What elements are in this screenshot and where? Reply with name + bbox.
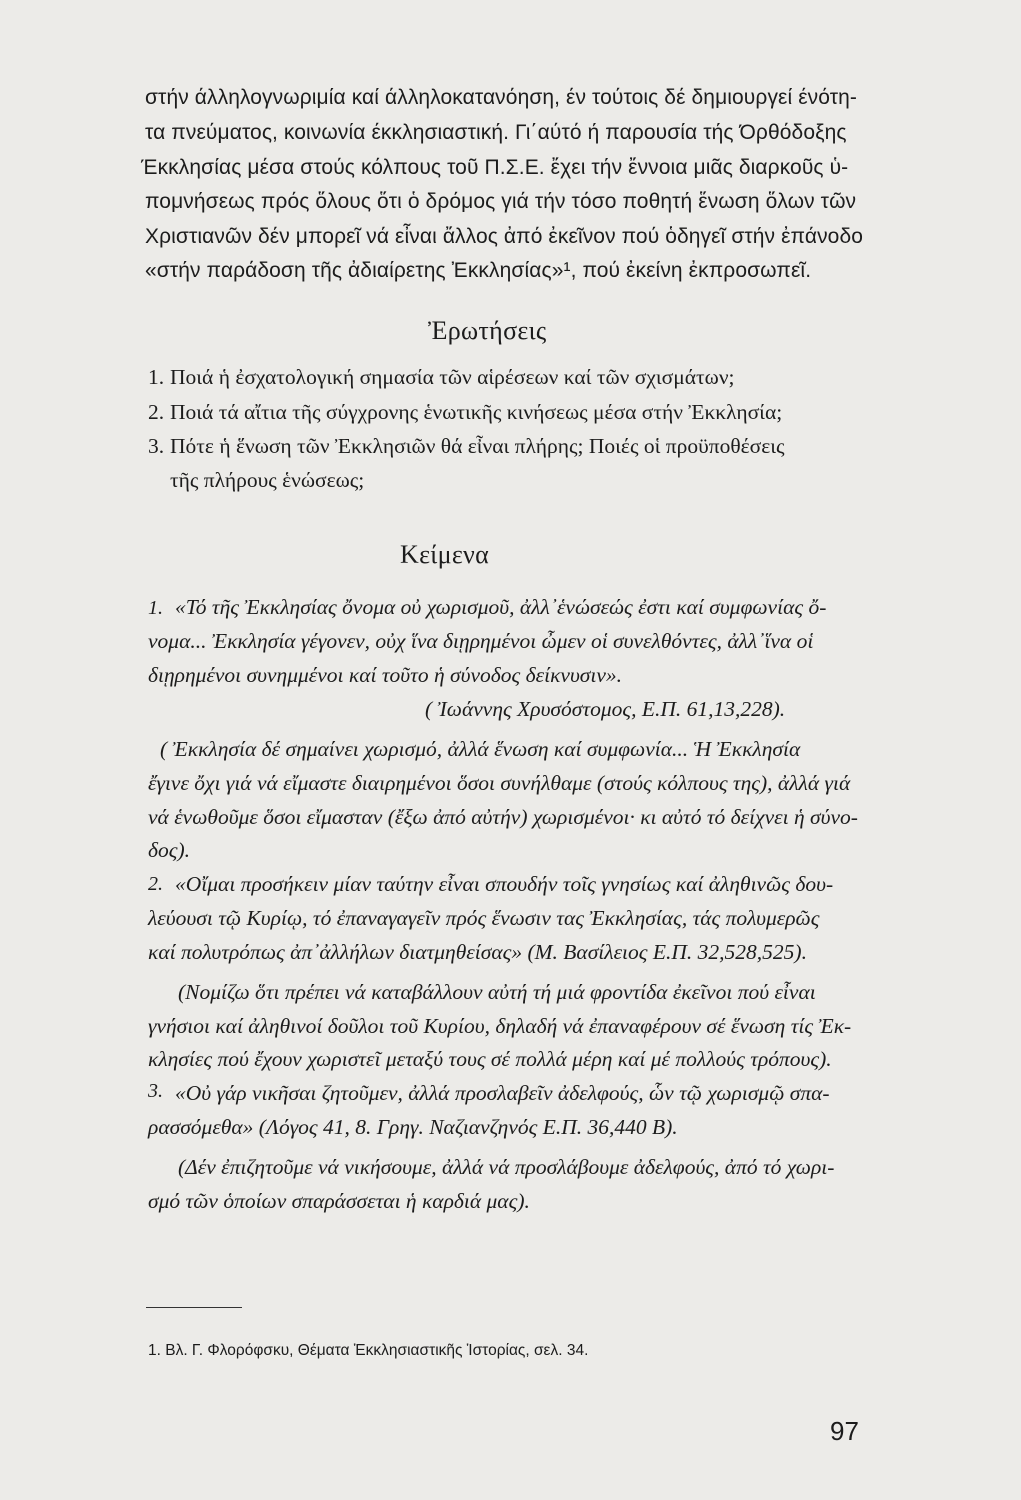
question-1-text: Ποιά ἡ ἐσχατολογική σημασία τῶν αἱρέσεων καί τῶν σχισμάτων; (170, 365, 735, 389)
question-3-number: 3. (148, 434, 165, 458)
footnote: 1. Βλ. Γ. Φλορόφσκυ, Θέματα Ἐκκλησιαστικῆς Ἱστορίας, σελ. 34. (148, 1342, 589, 1359)
footnote-rule (146, 1307, 242, 1308)
text-1-translation-line-2: ἔγινε ὄχι γιά νά εἴμαστε διαιρημένοι ὅσοι συνήλθαμε (στούς κόλπους της), ἀλλά γιά (148, 771, 851, 795)
text-1-number: 1. (148, 597, 163, 619)
text-3-translation-line-2: σμό τῶν ὁποίων σπαράσσεται ἡ καρδιά μας). (148, 1189, 530, 1213)
intro-line-1: στήν άλληλογνωριμία καί άλληλοκατανόηση, έν τούτοις δέ δημιουργεί ένότη- (145, 86, 858, 109)
text-3-line-2: ρασσόμεθα» (Λόγος 41, 8. Γρηγ. Ναζιανζηνός Ε.Π. 36,440 Β). (148, 1115, 678, 1139)
text-2-translation-line-3: κλησίες πού ἔχουν χωριστεῖ μεταξύ τους σέ πολλά μέρη καί μέ πολλούς τρόπους). (148, 1047, 832, 1071)
text-3-number: 3. (148, 1080, 163, 1102)
text-1-source: ( Ἰωάννης Χρυσόστομος, Ε.Π. 61,13,228). (425, 697, 786, 721)
texts-heading: Κείμενα (400, 540, 490, 569)
text-2-translation-line-2: γνήσιοι καί ἀληθινοί δοῦλοι τοῦ Κυρίου, δηλαδή νά ἐπαναφέρουν σέ ἕνωση τίς Ἐκ- (148, 1014, 852, 1038)
intro-line-3: Έκκλησίας μέσα στούς κόλπους τοῦ Π.Σ.Ε. ἔχει τήν ἔννοια μιᾶς διαρκοῦς ὑ- (141, 156, 849, 179)
intro-line-4: πομνήσεως πρός ὅλους ὅτι ὁ δρόμος γιά τήν τόσο ποθητή ἕνωση ὅλων τῶν (145, 190, 857, 213)
text-2-line-1: «Οἴμαι προσήκειν μίαν ταύτην εἶναι σπουδήν τοῖς γνησίως καί ἀληθινῶς δου- (175, 872, 834, 896)
question-3-text-line-1: Πότε ἡ ἕνωση τῶν Ἐκκλησιῶν θά εἶναι πλήρης; Ποιές οἱ προϋποθέσεις (170, 434, 785, 458)
intro-line-6: «στήν παράδοση τῆς ἀδιαίρετης Ἐκκλησίας»¹, πού ἐκείνη ἐκπροσωπεῖ. (145, 259, 812, 282)
text-2-number: 2. (148, 873, 163, 895)
intro-line-2: τα πνεύματος, κοινωνία έκκλησιαστική. Γι΄αύτό ή παρουσία τής Όρθόδοξης (145, 121, 847, 144)
text-1-translation-line-3: νά ἑνωθοῦμε ὅσοι εἴμασταν (ἔξω ἀπό αὐτήν) χωρισμένοι· κι αὐτό τό δείχνει ἡ σύνο- (148, 805, 858, 829)
text-2-translation-line-1: (Νομίζω ὅτι πρέπει νά καταβάλλουν αὐτή τή μιά φροντίδα ἐκεῖνοι πού εἶναι (178, 980, 816, 1004)
text-1-line-2: νομα... Ἐκκλησία γέγονεν, οὐχ ἵνα διῃρημένοι ὦμεν οἱ συνελθόντες, ἀλλ᾽ἵνα οἱ (148, 629, 814, 653)
text-3-line-1: «Οὐ γάρ νικῆσαι ζητοῦμεν, ἀλλά προσλαβεῖν ἀδελφούς, ὧν τῷ χωρισμῷ σπα- (175, 1081, 830, 1105)
text-2-line-2: λεύουσι τῷ Κυρίῳ, τό ἐπαναγαγεῖν πρός ἕνωσιν τας Ἐκκλησίας, τάς πολυμερῶς (148, 906, 820, 930)
text-1-translation-line-1: ( Ἐκκλησία δέ σημαίνει χωρισμό, ἀλλά ἕνωση καί συμφωνία... Ἡ Ἐκκλησία (160, 737, 801, 761)
text-1-line-3: διῃρημένοι συνημμένοι καί τοῦτο ἡ σύνοδος δείκνυσιν». (148, 663, 623, 687)
text-1-line-1: «Τό τῆς Ἐκκλησίας ὄνομα οὐ χωρισμοῦ, ἀλλ᾽ἑνώσεώς ἐστι καί συμφωνίας ὄ- (175, 595, 827, 619)
question-3-text-line-2: τῆς πλήρους ἑνώσεως; (170, 468, 365, 492)
page-number: 97 (830, 1416, 859, 1446)
text-2-line-3: καί πολυτρόπως ἀπ᾽ἀλλήλων διατμηθείσας» (Μ. Βασίλειος Ε.Π. 32,528,525). (148, 940, 807, 964)
question-2-text: Ποιά τά αἴτια τῆς σύγχρονης ἑνωτικῆς κινήσεως μέσα στήν Ἐκκλησία; (170, 400, 783, 424)
question-1-number: 1. (148, 365, 165, 389)
text-1-translation-line-4: δος). (148, 838, 191, 862)
questions-heading: Ἐρωτήσεις (428, 316, 547, 345)
text-3-translation-line-1: (Δέν ἐπιζητοῦμε νά νικήσουμε, ἀλλά νά προσλάβουμε ἀδελφούς, ἀπό τό χωρι- (178, 1155, 835, 1179)
intro-line-5: Χριστιανῶν δέν μπορεῖ νά εἶναι ἄλλος ἀπό ἐκεῖνον πού ὁδηγεῖ στήν ἐπάνοδο (145, 225, 864, 248)
question-2-number: 2. (148, 400, 165, 424)
